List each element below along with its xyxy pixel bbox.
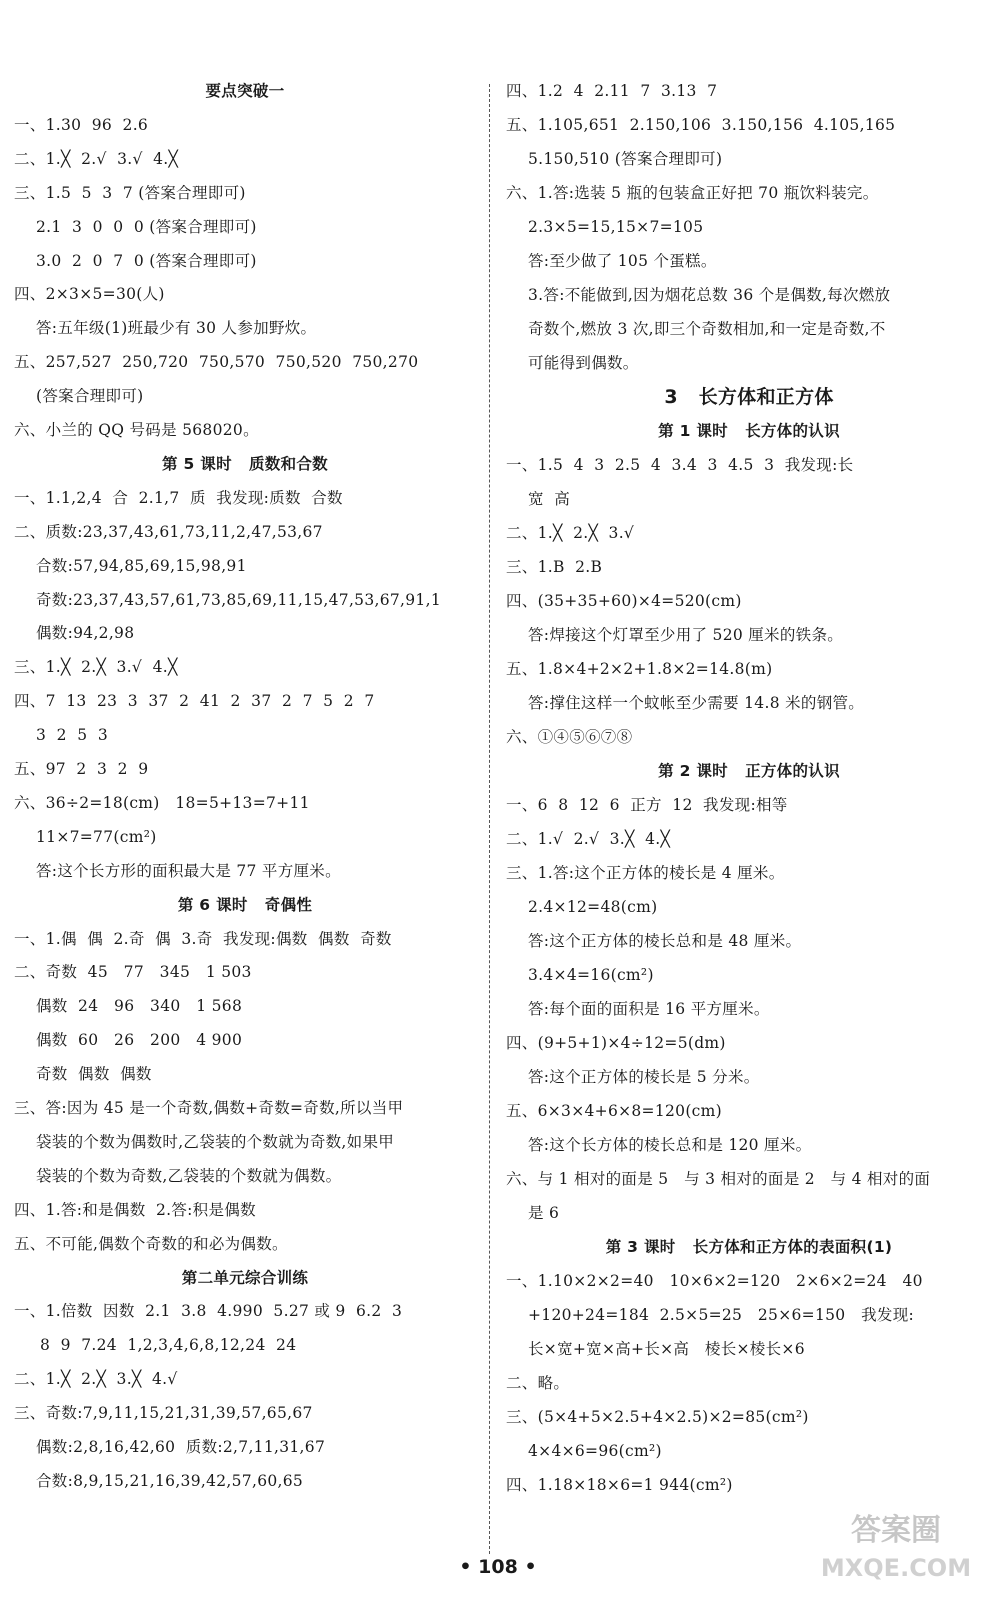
answer-line: 四、7 13 23 3 37 2 41 2 37 2 7 5 2 7 <box>14 692 375 711</box>
answer-line: 答:这个正方体的棱长总和是 48 厘米。 <box>528 932 802 950</box>
answer-line: 袋装的个数为奇数,乙袋装的个数就为偶数。 <box>36 1166 342 1185</box>
answer-line: 答:这个长方形的面积最大是 77 平方厘米。 <box>36 861 341 880</box>
answer-line: 四、2×3×5=30(人) <box>14 285 165 304</box>
answer-line: 答:五年级(1)班最少有 30 人参加野炊。 <box>36 319 317 338</box>
answer-line: 偶数 24 96 340 1 568 <box>36 997 243 1016</box>
answer-line: +120+24=184 2.5×5=25 25×6=150 我发现: <box>528 1306 915 1324</box>
section-heading: 第 5 课时 质数和合数 <box>162 454 328 473</box>
section-heading: 要点突破一 <box>205 82 285 100</box>
answer-line: 答:撑住这样一个蚊帐至少需要 14.8 米的钢管。 <box>528 694 865 712</box>
answer-line: 三、奇数:7,9,11,15,21,31,39,57,65,67 <box>14 1404 313 1423</box>
answer-line: 奇数个,燃放 3 次,即三个奇数相加,和一定是奇数,不 <box>528 320 886 338</box>
answer-line: 二、1.╳ 2.╳ 3.√ <box>506 524 635 542</box>
answer-line: 答:至少做了 105 个蛋糕。 <box>528 252 717 270</box>
answer-line: 一、1.30 96 2.6 <box>14 115 149 134</box>
answer-line: 长×宽+宽×高+长×高 棱长×棱长×6 <box>528 1340 805 1358</box>
answer-line: 一、1.10×2×2=40 10×6×2=120 2×6×2=24 40 <box>506 1272 923 1290</box>
answer-line: 奇数 偶数 偶数 <box>36 1065 152 1084</box>
answer-line: 2.4×12=48(cm) <box>528 898 658 916</box>
answer-line: 五、257,527 250,720 750,570 750,520 750,270 <box>14 353 419 372</box>
answer-line: 六、1.答:选装 5 瓶的包装盒正好把 70 瓶饮料装完。 <box>506 184 879 202</box>
answer-line: 三、1.B 2.B <box>506 558 603 576</box>
answer-line: 一、6 8 12 6 正方 12 我发现:相等 <box>506 796 788 814</box>
page-number: • 108 • <box>459 1556 537 1578</box>
answer-line: 三、1.答:这个正方体的棱长是 4 厘米。 <box>506 864 785 882</box>
answer-line: 三、1.5 5 3 7 (答案合理即可) <box>14 183 246 202</box>
answer-line: (答案合理即可) <box>36 387 144 406</box>
answer-line: 3.0 2 0 7 0 (答案合理即可) <box>36 251 257 270</box>
answer-line: 六、36÷2=18(cm) 18=5+13=7+11 <box>14 793 310 812</box>
answer-line: 一、1.1,2,4 合 2.1,7 质 我发现:质数 合数 <box>14 488 343 507</box>
answer-line: 五、6×3×4+6×8=120(cm) <box>506 1102 723 1120</box>
watermark-bottom-text: MXQE.COM <box>820 1554 972 1582</box>
answer-line: 袋装的个数为偶数时,乙袋装的个数就为奇数,如果甲 <box>36 1132 395 1151</box>
answer-line: 可能得到偶数。 <box>528 354 639 372</box>
answer-line: 合数:57,94,85,69,15,98,91 <box>36 556 247 575</box>
column-divider <box>489 84 490 1554</box>
answer-line: 2.3×5=15,15×7=105 <box>528 218 704 236</box>
answer-line: 五、1.8×4+2×2+1.8×2=14.8(m) <box>506 660 773 678</box>
answer-line: 5.150,510 (答案合理即可) <box>528 150 723 168</box>
answer-line: 六、①④⑤⑥⑦⑧ <box>506 728 633 746</box>
answer-line: 一、1.偶 偶 2.奇 偶 3.奇 我发现:偶数 偶数 奇数 <box>14 929 392 948</box>
answer-line: 二、质数:23,37,43,61,73,11,2,47,53,67 <box>14 522 323 541</box>
answer-line: 奇数:23,37,43,57,61,73,85,69,11,15,47,53,67,91,1 <box>36 590 441 609</box>
answer-line: 四、1.答:和是偶数 2.答:积是偶数 <box>14 1200 256 1219</box>
answer-line: 四、(9+5+1)×4÷12=5(dm) <box>506 1034 726 1052</box>
answer-line: 2.1 3 0 0 0 (答案合理即可) <box>36 217 257 236</box>
answer-line: 一、1.5 4 3 2.5 4 3.4 3 4.5 3 我发现:长 <box>506 456 854 474</box>
section-heading: 第 3 课时 长方体和正方体的表面积(1) <box>605 1238 893 1256</box>
answer-line: 是 6 <box>528 1204 560 1222</box>
answer-line: 8 9 7.24 1,2,3,4,6,8,12,24 24 <box>40 1336 297 1355</box>
answer-line: 3.4×4=16(cm²) <box>528 966 654 984</box>
section-heading: 第 6 课时 奇偶性 <box>177 895 313 914</box>
answer-line: 二、1.√ 2.√ 3.╳ 4.╳ <box>506 830 671 848</box>
answer-line: 三、(5×4+5×2.5+4×2.5)×2=85(cm²) <box>506 1408 809 1426</box>
answer-line: 五、不可能,偶数个奇数的和必为偶数。 <box>14 1234 288 1253</box>
answer-line: 4×4×6=96(cm²) <box>528 1442 662 1460</box>
answer-line: 偶数 60 26 200 4 900 <box>36 1031 243 1050</box>
answer-line: 二、奇数 45 77 345 1 503 <box>14 963 252 982</box>
answer-line: 一、1.倍数 因数 2.1 3.8 4.990 5.27 或 9 6.2 3 <box>14 1302 403 1321</box>
section-heading: 第二单元综合训练 <box>181 1268 309 1287</box>
answer-line: 合数:8,9,15,21,16,39,42,57,60,65 <box>36 1471 304 1490</box>
answer-line: 五、97 2 3 2 9 <box>14 760 149 778</box>
answer-line: 答:这个长方体的棱长总和是 120 厘米。 <box>528 1136 812 1154</box>
watermark-logo <box>806 1504 986 1594</box>
answer-line: 六、与 1 相对的面是 5 与 3 相对的面是 2 与 4 相对的面 <box>506 1170 931 1188</box>
answer-line: 3 2 5 3 <box>36 726 109 745</box>
answer-line: 四、1.2 4 2.11 7 3.13 7 <box>506 82 718 100</box>
answer-line: 三、1.╳ 2.╳ 3.√ 4.╳ <box>14 658 178 677</box>
answer-line: 答:焊接这个灯罩至少用了 520 厘米的铁条。 <box>528 626 844 644</box>
answer-line: 四、(35+35+60)×4=520(cm) <box>506 592 742 610</box>
answer-line: 四、1.18×18×6=1 944(cm²) <box>506 1476 733 1494</box>
answer-line: 六、小兰的 QQ 号码是 568020。 <box>14 421 259 439</box>
watermark-top-text: 答案圈 <box>851 1513 941 1548</box>
answer-line: 11×7=77(cm²) <box>36 827 157 846</box>
answer-line: 三、答:因为 45 是一个奇数,偶数+奇数=奇数,所以当甲 <box>14 1099 404 1117</box>
answer-line: 答:每个面的面积是 16 平方厘米。 <box>528 1000 770 1018</box>
answer-line: 五、1.105,651 2.150,106 3.150,156 4.105,165 <box>506 116 896 134</box>
answer-line: 偶数:2,8,16,42,60 质数:2,7,11,31,67 <box>36 1438 326 1456</box>
section-heading: 第 1 课时 长方体的认识 <box>658 422 840 440</box>
answer-line: 二、1.╳ 2.√ 3.√ 4.╳ <box>14 149 179 168</box>
answer-line: 二、1.╳ 2.╳ 3.╳ 4.√ <box>14 1370 178 1389</box>
answer-line: 3.答:不能做到,因为烟花总数 36 个是偶数,每次燃放 <box>528 286 891 304</box>
section-heading: 第 2 课时 正方体的认识 <box>658 762 840 780</box>
section-heading: 3 长方体和正方体 <box>664 386 834 408</box>
answer-line: 宽 高 <box>528 490 571 508</box>
answer-line: 二、略。 <box>506 1374 570 1392</box>
answer-line: 偶数:94,2,98 <box>36 624 135 643</box>
answer-line: 答:这个正方体的棱长是 5 分米。 <box>528 1068 760 1086</box>
